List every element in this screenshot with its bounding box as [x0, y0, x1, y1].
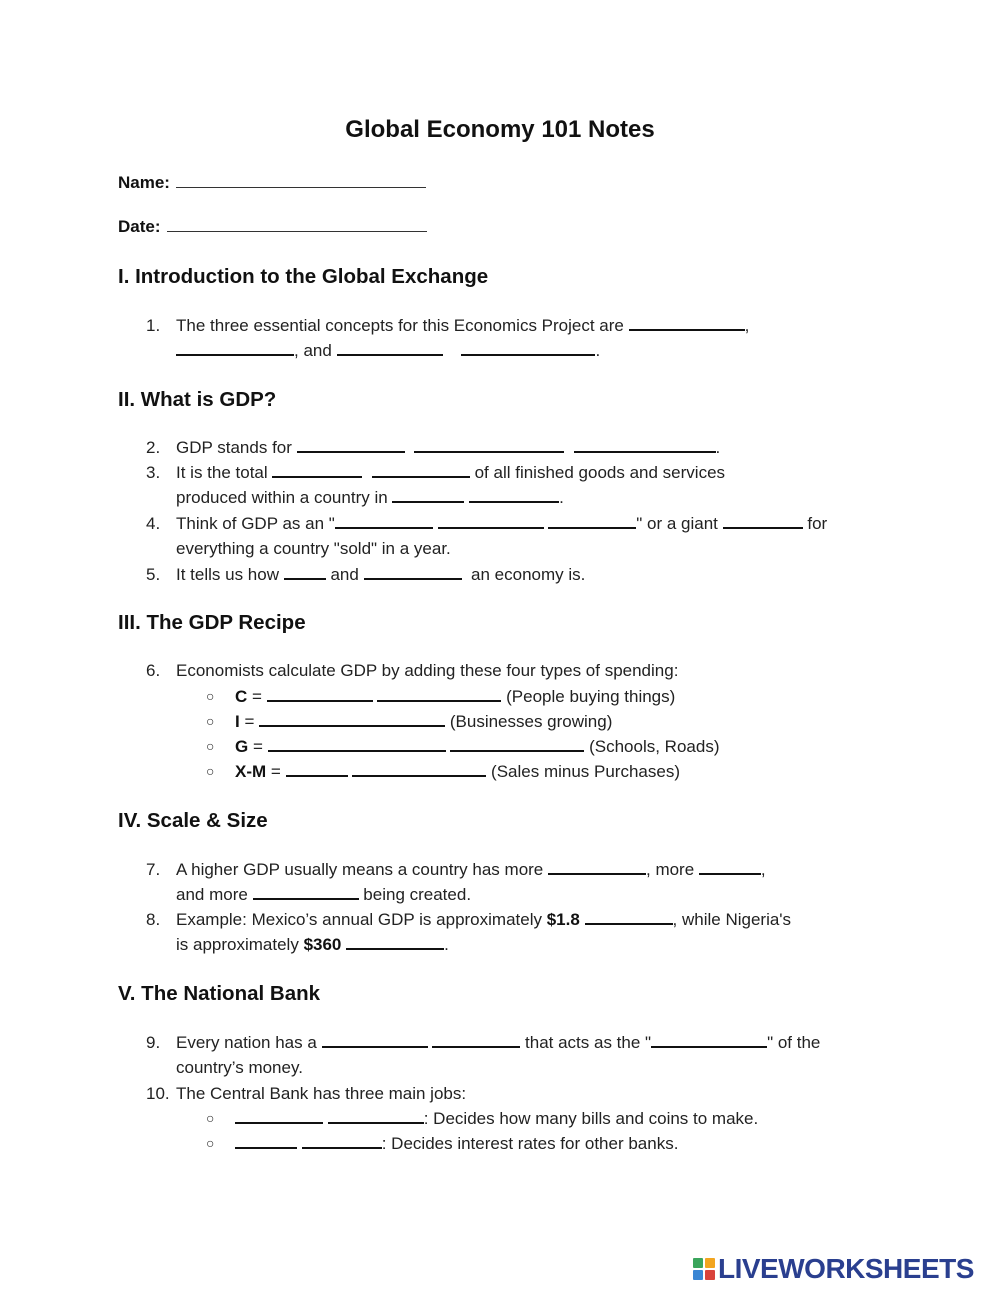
date-input-line[interactable] [167, 230, 427, 232]
answer-blank[interactable] [322, 1031, 428, 1048]
answer-blank[interactable] [438, 512, 544, 529]
brand-grid-icon [693, 1258, 715, 1280]
answer-blank[interactable] [574, 436, 716, 453]
answer-blank[interactable] [629, 314, 745, 331]
answer-blank[interactable] [699, 858, 761, 875]
bullet-icon: ○ [206, 763, 215, 779]
answer-blank[interactable] [235, 1132, 297, 1149]
liveworksheets-logo [693, 1253, 974, 1285]
section-heading-4: IV. Scale & Size [118, 809, 268, 832]
section-heading-1: I. Introduction to the Global Exchange [118, 265, 489, 288]
answer-blank[interactable] [377, 685, 501, 702]
question-number: 1. [146, 316, 161, 335]
section-heading-3: III. The GDP Recipe [118, 611, 306, 634]
answer-blank[interactable] [548, 512, 636, 529]
answer-blank[interactable] [461, 339, 595, 356]
bullet-icon: ○ [206, 738, 215, 754]
answer-blank[interactable] [235, 1107, 323, 1124]
answer-blank[interactable] [548, 858, 646, 875]
answer-blank[interactable] [723, 512, 803, 529]
answer-blank[interactable] [259, 710, 445, 727]
answer-blank[interactable] [651, 1031, 767, 1048]
answer-blank[interactable] [364, 563, 462, 580]
answer-blank[interactable] [372, 461, 470, 478]
answer-blank[interactable] [432, 1031, 520, 1048]
question-number: 10. [146, 1084, 170, 1103]
answer-blank[interactable] [469, 486, 559, 503]
answer-blank[interactable] [253, 883, 359, 900]
answer-blank[interactable] [346, 933, 444, 950]
answer-blank[interactable] [272, 461, 362, 478]
page-title: Global Economy 101 Notes [345, 116, 655, 143]
name-input-line[interactable] [176, 186, 426, 188]
question-number: 3. [146, 463, 161, 482]
answer-blank[interactable] [352, 760, 486, 777]
question-number: 7. [146, 860, 161, 879]
name-field [118, 173, 426, 193]
bullet-icon: ○ [206, 1135, 215, 1151]
name-label: Name: [118, 173, 170, 192]
bullet-icon: ○ [206, 713, 215, 729]
section-heading-5: V. The National Bank [118, 982, 321, 1005]
answer-blank[interactable] [414, 436, 564, 453]
question-number: 9. [146, 1033, 161, 1052]
brand-text: LIVEWORKSHEETS [718, 1253, 974, 1284]
answer-blank[interactable] [450, 735, 584, 752]
section-heading-2: II. What is GDP? [118, 388, 277, 411]
bullet-icon: ○ [206, 688, 215, 704]
answer-blank[interactable] [268, 735, 446, 752]
answer-blank[interactable] [328, 1107, 424, 1124]
answer-blank[interactable] [302, 1132, 382, 1149]
answer-blank[interactable] [585, 908, 673, 925]
question-number: 2. [146, 438, 161, 457]
bullet-icon: ○ [206, 1110, 215, 1126]
answer-blank[interactable] [297, 436, 405, 453]
answer-blank[interactable] [337, 339, 443, 356]
question-number: 4. [146, 514, 161, 533]
answer-blank[interactable] [267, 685, 373, 702]
answer-blank[interactable] [286, 760, 348, 777]
answer-blank[interactable] [284, 563, 326, 580]
worksheet-page: Global Economy 101 Notes Name: Date: I. Introduction to the Global Exchange 1. The three essential concepts for this Economics Project are , , and . II. What is GDP? 2. GDP stands for . 3. It is the total of all finished goods and services produced within a country in . 4. Think of GDP as an " " or a giant for everything a country "sold" in a year. 5. It tells us how and an economy is. III. The GDP Recipe 6. Economists calculate GDP by adding these four types of spending: ○ C = (People buying things) ○ I = (Businesses growing) ○ G = (Schools, Roads) ○ X-M = (Sales minus Purchases) IV. Scale & Size 7. A higher GDP usually means a country has more , more , and more being created. 8. Example: Mexico’s annual GDP is approximately $1.8 , while Nigeria's is approximately $360 . V. The National Bank 9. Every nation has a that acts as the " " of the country’s money. 10. The Central Bank has three main jobs: ○ : Decides how many bills and coins to make. ○ : Decides interest rates for other banks. LIVEWORKSHEETS [0, 0, 1000, 1294]
answer-blank[interactable] [335, 512, 433, 529]
question-number: 6. [146, 661, 161, 680]
question-number: 5. [146, 565, 161, 584]
answer-blank[interactable] [392, 486, 464, 503]
date-label: Date: [118, 217, 161, 236]
question-number: 8. [146, 910, 161, 929]
date-field [118, 217, 427, 237]
answer-blank[interactable] [176, 339, 294, 356]
